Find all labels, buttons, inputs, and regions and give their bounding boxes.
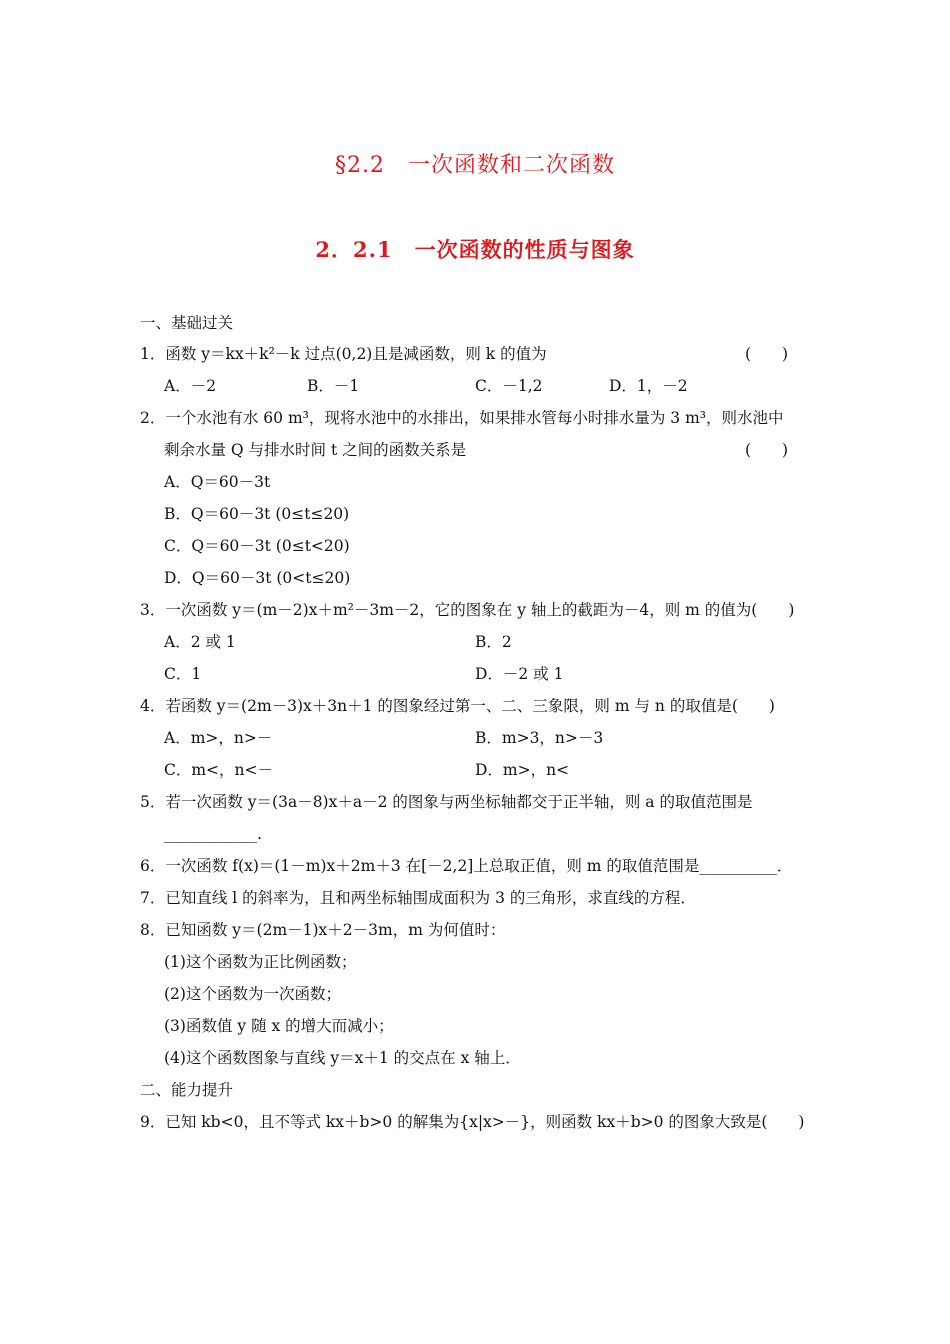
q3-option-a: A．2 或 1 [164,633,236,651]
question-2-line2: 剩余水量 Q 与排水时间 t 之间的函数关系是 [164,441,467,459]
subsection-heading: 2．2.1 一次函数的性质与图象 [315,237,635,262]
q1-option-b: B．－1 [307,377,360,395]
question-3-text: 3．一次函数 y＝(m－2)x＋m²－3m－2，它的图象在 y 轴上的截距为－4，则 m 的值为( ) [140,601,795,619]
q8-part-1: (1)这个函数为正比例函数； [164,953,357,971]
q2-option-b: B．Q＝60－3t (0≤t≤20) [164,505,350,523]
question-2-line1: 2．一个水池有水 60 m³，现将水池中的水排出，如果排水管每小时排水量为 3 m³，则水池中 [140,409,784,427]
q1-option-c: C．－1,2 [475,377,543,395]
q3-option-d: D．－2 或 1 [475,665,564,683]
question-9-text: 9．已知 kb<0，且不等式 kx＋b>0 的解集为{x|x>－}，则函数 kx＋b>0 的图象大致是( ) [140,1113,805,1131]
q2-option-d: D．Q＝60－3t (0<t≤20) [164,569,351,587]
question-5-line1: 5．若一次函数 y＝(3a－8)x＋a－2 的图象与两坐标轴都交于正半轴，则 a 的取值范围是 [140,793,753,811]
q4-option-c: C．m<，n<－ [164,761,274,779]
q2-option-c: C．Q＝60－3t (0≤t<20) [164,537,350,555]
section-label-basic: 一、基础过关 [140,314,234,332]
question-4-text: 4．若函数 y＝(2m－3)x＋3n＋1 的图象经过第一、二、三象限，则 m 与 n 的取值是( ) [140,697,775,715]
answer-paren: ( ) [745,441,789,459]
question-6-text: 6．一次函数 f(x)＝(1－m)x＋2m＋3 在[－2,2]上总取正值，则 m 的取值范围是__________． [140,857,793,875]
q1-option-d: D．1，－2 [609,377,688,395]
section-heading: §2.2 一次函数和二次函数 [335,153,615,178]
question-5-blank: ____________. [164,825,262,843]
q8-part-3: (3)函数值 y 随 x 的增大而减小； [164,1017,394,1035]
q1-option-a: A．－2 [164,377,217,395]
q3-option-c: C．1 [164,665,202,683]
answer-paren: ( ) [745,345,789,363]
q8-part-4: (4)这个函数图象与直线 y＝x＋1 的交点在 x 轴上． [164,1049,521,1067]
q8-part-2: (2)这个函数为一次函数； [164,985,341,1003]
question-1-text: 1．函数 y＝kx＋k²－k 过点(0,2)且是减函数，则 k 的值为 [140,345,547,363]
question-8-text: 8．已知函数 y＝(2m－1)x＋2－3m，m 为何值时： [140,921,506,939]
q4-option-b: B．m>3，n>－3 [475,729,604,747]
question-7-text: 7．已知直线 l 的斜率为，且和两坐标轴围成面积为 3 的三角形，求直线的方程． [140,889,696,907]
q2-option-a: A．Q＝60－3t [164,473,271,491]
q4-option-d: D．m>，n< [475,761,570,779]
q3-option-b: B．2 [475,633,512,651]
section-label-advanced: 二、能力提升 [140,1081,234,1099]
q4-option-a: A．m>，n>－ [164,729,273,747]
